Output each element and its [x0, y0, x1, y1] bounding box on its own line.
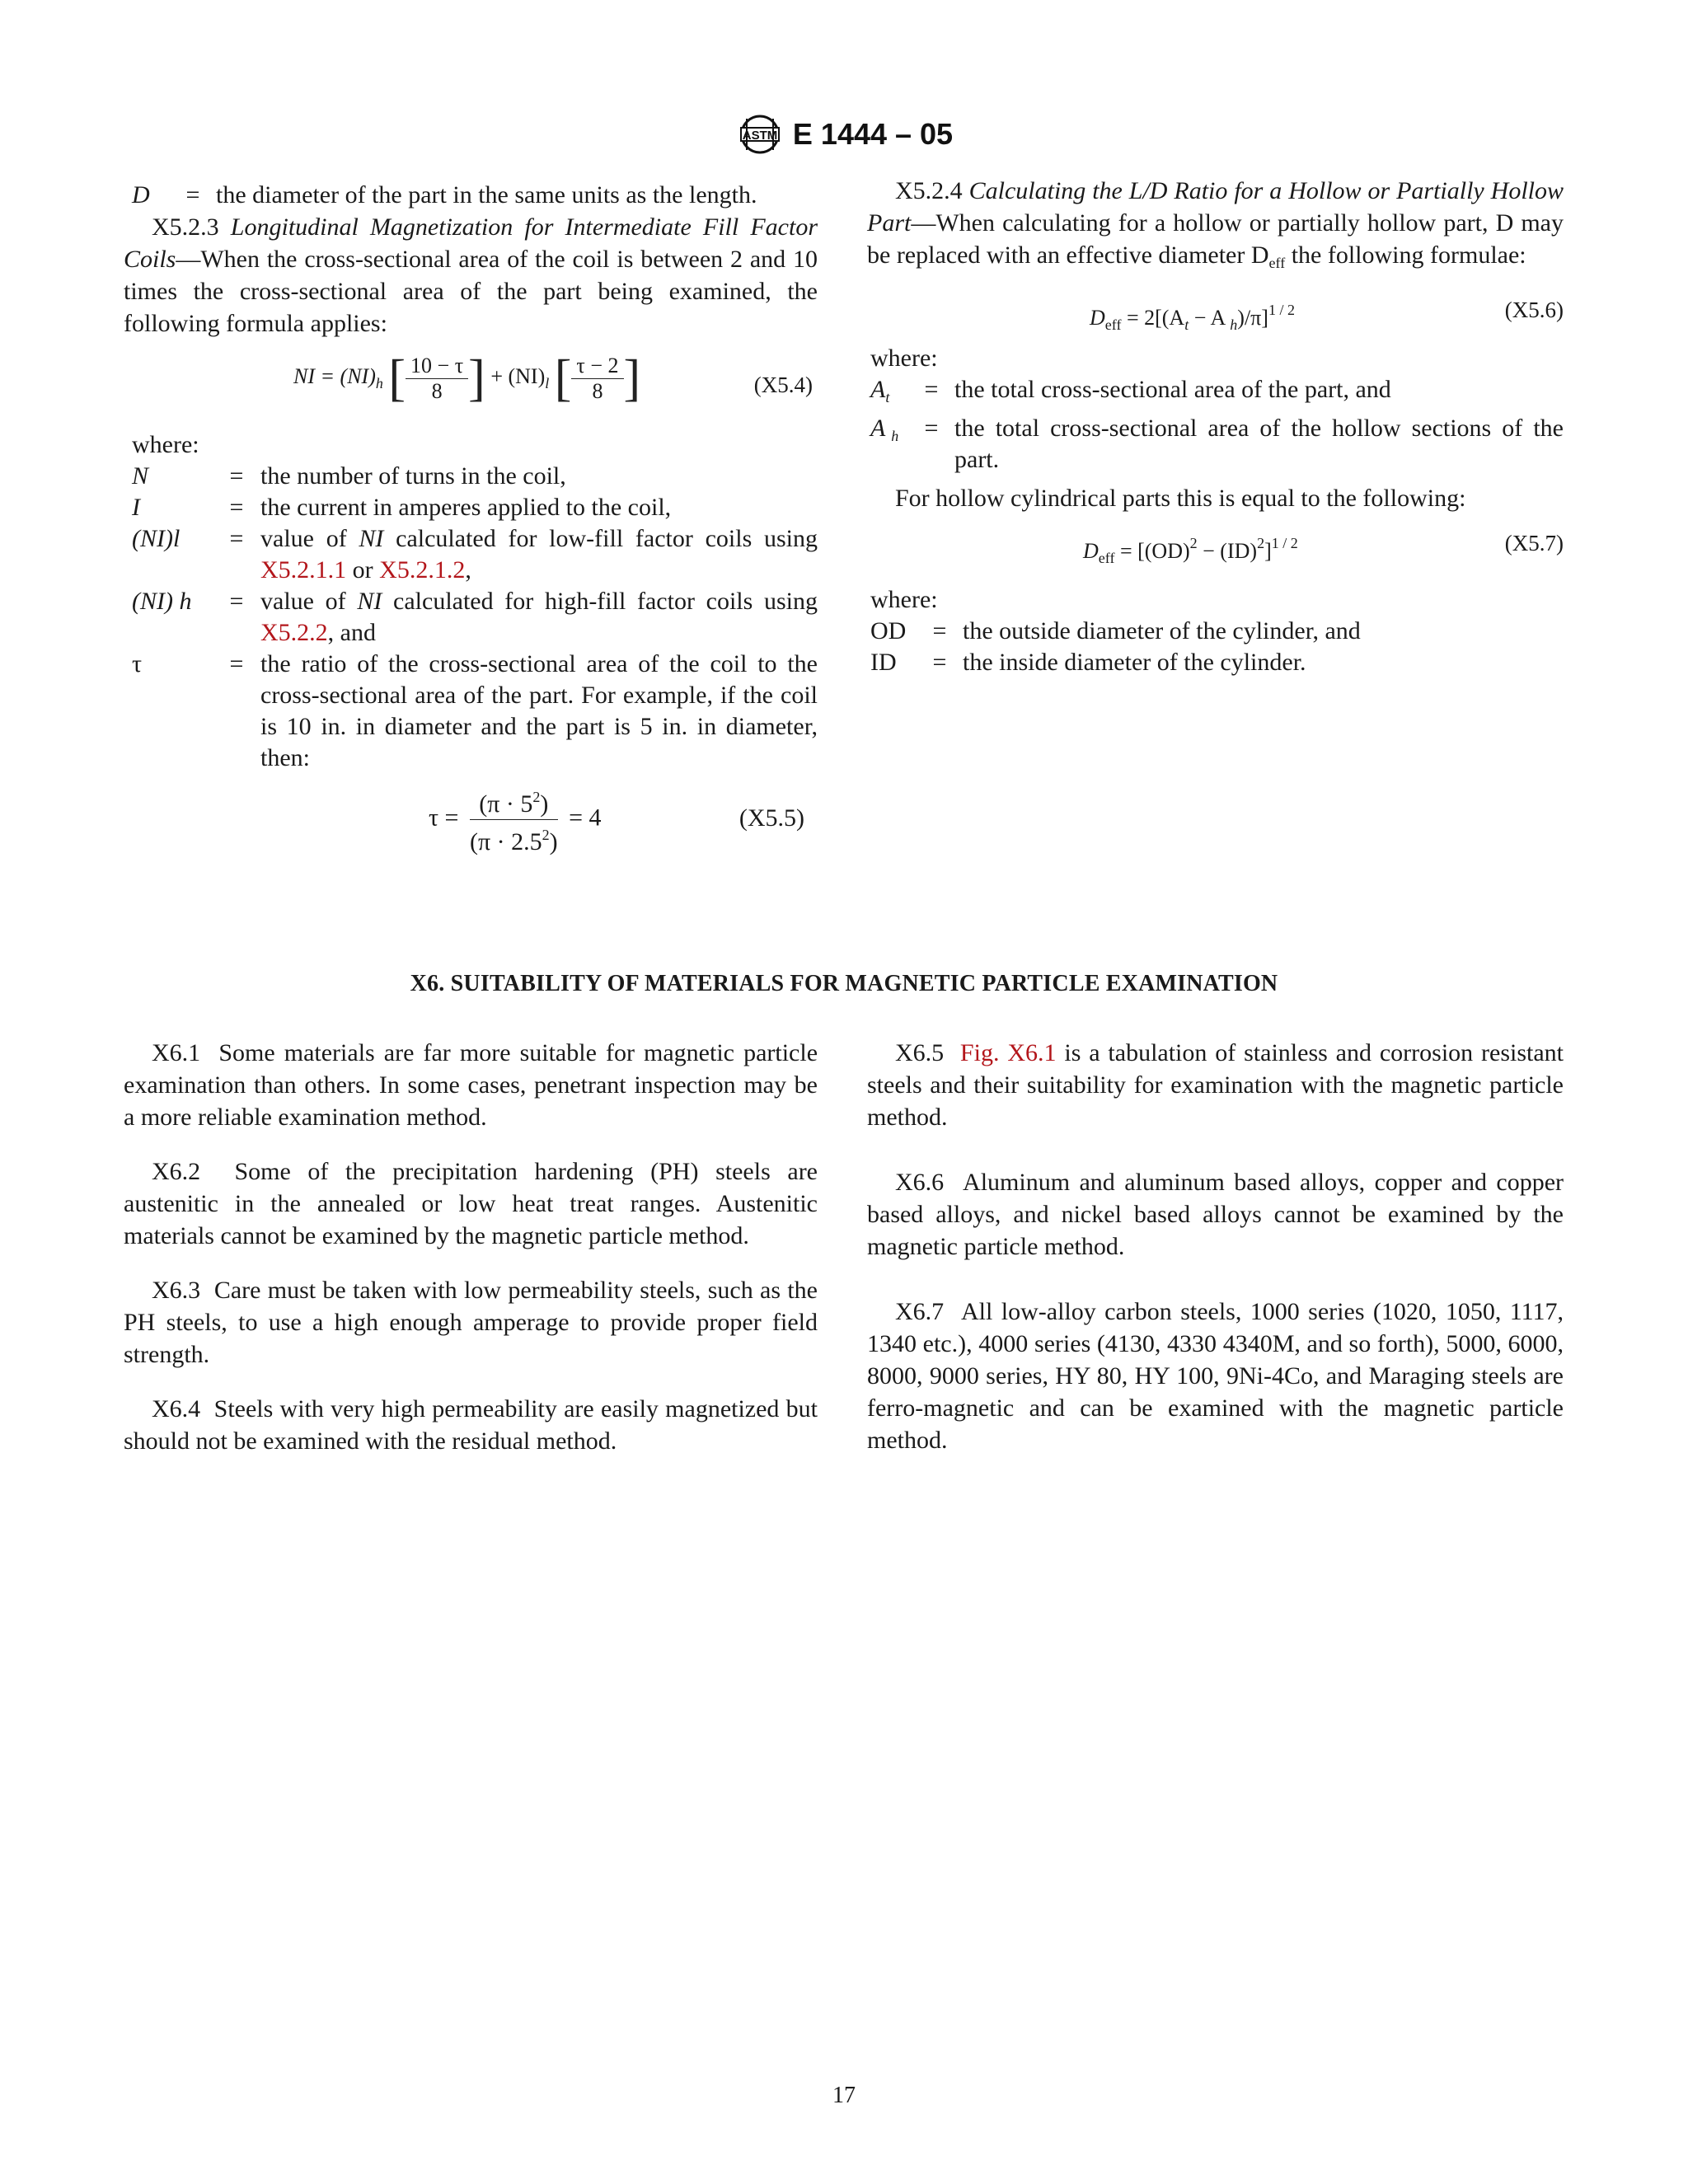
definition-row: (NI)l = value of NI calculated for low-fill factor coils using X5.2.1.1 or X5.2.1.2, [132, 525, 818, 583]
x6-left-column [124, 1037, 818, 1457]
equation-x5-6: $D_{eff} = 2[(A_t - A$ $_h$)/π]$^{1 / 2}$ (X5.6) [867, 291, 1564, 337]
right-column [867, 175, 1564, 678]
document-designation: E 1444 – 05 [792, 117, 954, 151]
definition-row: ID = the inside diameter of the cylinder. [870, 649, 1306, 676]
definition-row: A $_h$ = the total cross-sectional area of the hollow sections of the part. [870, 415, 1564, 473]
paragraph-x6-2: X6.2 Some of the precipitation hardening (PH) steels are austenitic in the annealed or low heat treat ranges. Austenitic materials cannot be examined by the magnetic particle method. [124, 1158, 818, 1249]
paragraph-x6-4: X6.4 Steels with very high permeability are easily magnetized but should not be examined with the residual method. [124, 1395, 818, 1455]
equation-x5-4: NI = $(NI)_h$ [ $\frac{10 - \tau}{8}$ ] + $(NI)_l$ [ $\frac{\tau - 2}{8}$ ] (X5.4) [293, 350, 813, 406]
svg-text:ASTM: ASTM [742, 129, 778, 143]
definition-list [867, 374, 1564, 476]
definition-row: N = the number of turns in the coil, [132, 462, 566, 490]
paragraph-x6-1: X6.1 Some materials are far more suitable for magnetic particle examination than others. In some cases, penetrant inspection may be a more reliable examination method. [124, 1039, 818, 1131]
where-label: where: [870, 344, 938, 372]
paragraph-x6-3: X6.3 Care must be taken with low permeability steels, such as the PH steels, to use a high enough amperage to provide proper field strength. [124, 1277, 818, 1368]
equation-label: (X5.6) [1504, 298, 1564, 322]
definition-d: D = the diameter of the part in the same units as the length. [132, 181, 757, 209]
paragraph-x6-6: X6.6 Aluminum and aluminum based alloys, copper and copper based alloys, and nickel based alloys cannot be examined by the magnetic particle method. [867, 1169, 1564, 1260]
equation-label: (X5.5) [738, 804, 804, 832]
definition-row: I = the current in amperes applied to the coil, [132, 494, 672, 521]
definition-list [124, 461, 818, 774]
equation-label: (X5.4) [753, 373, 813, 397]
x6-right-column [867, 1037, 1564, 1456]
where-label: where: [870, 586, 938, 613]
paragraph-hollow-cylindrical: For hollow cylindrical parts this is equal to the following: [895, 485, 1466, 512]
definition-list [867, 616, 1564, 678]
equation-x5-7: $D_{eff} = [(OD)^2 - (ID)^2]^{1 / 2}$ (X5.7) [867, 524, 1564, 572]
definition-row: (NI) h = value of NI calculated for high-fill factor coils using X5.2.2, and [132, 588, 818, 646]
link-x5-2-1-1[interactable]: X5.2.1.1 [260, 556, 347, 583]
left-column [124, 180, 818, 856]
link-x5-2-2[interactable]: X5.2.2 [260, 619, 328, 646]
page-number: 17 [832, 2083, 856, 2108]
paragraph-x6-7: X6.7 All low-alloy carbon steels, 1000 series (1020, 1050, 1117, 1340 etc.), 4000 series (4130, 4330 4340M, and so forth), 5000, 6000, 8000, 9000 series, HY 80, HY 100, 9Ni-4Co, and Maraging steels are ferro-magnetic and can be examined with the magnetic particle method. [867, 1298, 1564, 1454]
definition-row: OD = the outside diameter of the cylinder, and [870, 617, 1361, 644]
definition-row: $A_t$ = the total cross-sectional area of the part, and [870, 376, 1391, 405]
astm-logo-icon [735, 112, 785, 157]
paragraph-x6-5: X6.5 Fig. X6.1 is a tabulation of stainless and corrosion resistant steels and their suitability for examination with the magnetic particle method. [867, 1039, 1564, 1131]
equation-label: (X5.7) [1504, 531, 1564, 555]
page-header [0, 112, 1688, 162]
section-heading-x6: X6. SUITABILITY OF MATERIALS FOR MAGNETIC PARTICLE EXAMINATION [410, 971, 1278, 996]
link-fig-x6-1[interactable]: Fig. X6.1 [959, 1039, 1057, 1066]
link-x5-2-1-2[interactable]: X5.2.1.2 [379, 556, 466, 583]
where-label: where: [132, 431, 199, 458]
paragraph-x5-2-4: X5.2.4 Calculating the L/D Ratio for a Hollow or Partially Hollow Part—When calculating for a hollow or partially hollow part, D may be replaced with an effective diameter $D_{eff}$ the following formulae: [867, 177, 1564, 271]
paragraph-x5-2-3: X5.2.3 Longitudinal Magnetization for Intermediate Fill Factor Coils—When the cross-sectional area of the coil is between 2 and 10 times the cross-sectional area of the part being examined, the following formula applies: [124, 213, 818, 337]
definition-row: τ = the ratio of the cross-sectional area of the coil to the cross-sectional area of the part. For example, if the coil is 10 in. in diameter and the part is 5 in. in diameter, then: [132, 650, 818, 771]
equation-x5-5: τ = $\frac{(\pi \cdot 5^2)}{(\pi \cdot 2.5^2)}$ = 4 (X5.5) [124, 780, 818, 856]
